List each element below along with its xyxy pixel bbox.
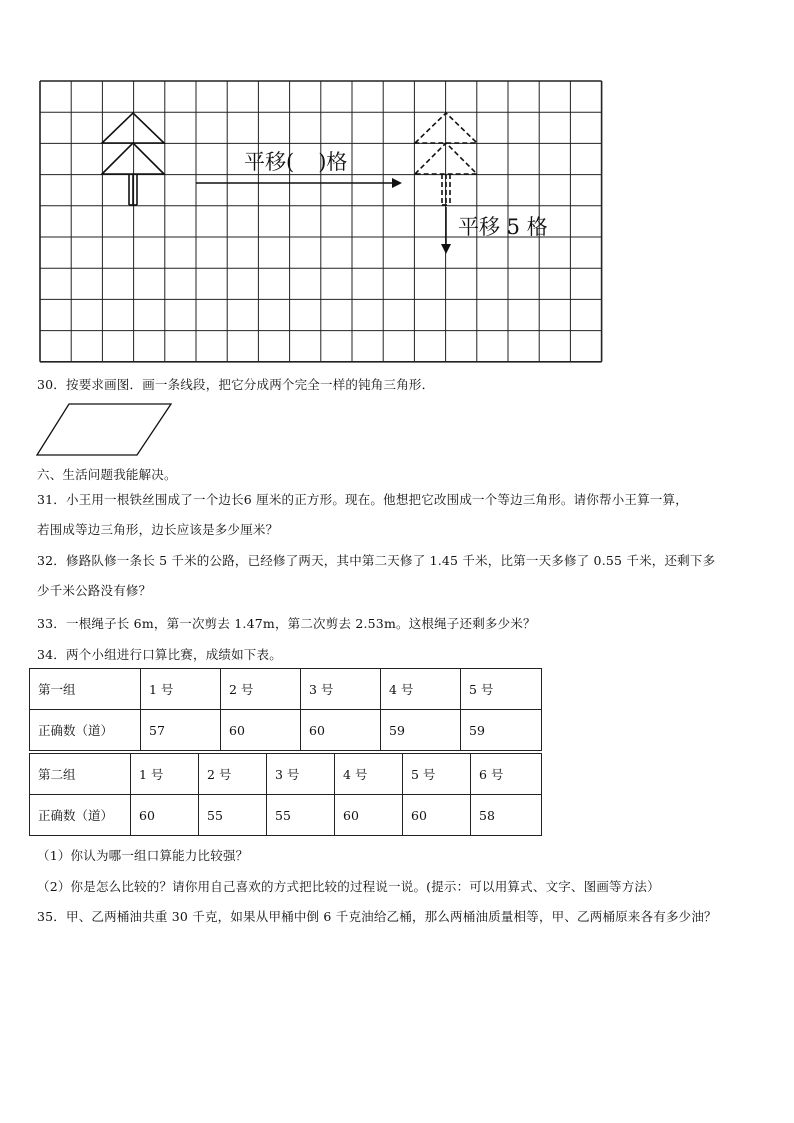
- question-35: 35．甲、乙两桶油共重 30 千克，如果从甲桶中倒 6 千克油给乙桶，那么两桶油质量相等，甲、乙两桶原来各有多少油？: [37, 909, 717, 924]
- vertical-arrow: [441, 207, 451, 254]
- table-cell: 1 号: [131, 754, 199, 795]
- table-cell: 第一组: [30, 669, 141, 710]
- label-suffix: )格: [318, 150, 348, 174]
- table-row: [30, 669, 542, 710]
- table-cell: 60: [403, 795, 471, 836]
- table-row: [30, 710, 542, 751]
- table-cell: 第二组: [30, 754, 131, 795]
- table-cell: 58: [471, 795, 542, 836]
- question-31-line1: 31．小王用一根铁丝围成了一个边长6 厘米的正方形。现在。他想把它改围成一个等边三角形。请你帮小王算一算，: [37, 492, 688, 507]
- table-row: [30, 795, 542, 836]
- table-cell: 60: [131, 795, 199, 836]
- score-table-group1: [29, 668, 542, 751]
- parallelogram-figure: [35, 400, 175, 460]
- translation-grid-figure: [0, 0, 794, 380]
- table-cell: 2 号: [221, 669, 301, 710]
- table-cell: 55: [267, 795, 335, 836]
- table-cell: 正确数（道）: [30, 795, 131, 836]
- score-table-group2: [29, 753, 542, 836]
- table-cell: 55: [199, 795, 267, 836]
- vertical-translate-label: 平移 5 格: [458, 215, 548, 239]
- question-34: 34．两个小组进行口算比赛，成绩如下表。: [37, 647, 282, 662]
- table-cell: 57: [141, 710, 221, 751]
- table-cell: 5 号: [461, 669, 542, 710]
- table-cell: 1 号: [141, 669, 221, 710]
- question-33: 33．一根绳子长 6m，第一次剪去 1.47m，第二次剪去 2.53m。这根绳子还剩多少米？: [37, 616, 536, 631]
- table-cell: 60: [335, 795, 403, 836]
- table-cell: 正确数（道）: [30, 710, 141, 751]
- question-34-sub2: （2）你是怎么比较的？请你用自己喜欢的方式把比较的过程说一说。(提示：可以用算式、文字、图画等方法）: [37, 879, 660, 894]
- table-cell: 4 号: [381, 669, 461, 710]
- question-31-line2: 若围成等边三角形，边长应该是多少厘米？: [37, 522, 279, 537]
- table-cell: 60: [301, 710, 381, 751]
- label-prefix: 平移(: [244, 150, 295, 174]
- table-cell: 60: [221, 710, 301, 751]
- section-6-heading: 六、生活问题我能解决。: [37, 467, 177, 482]
- horizontal-translate-label: [244, 146, 347, 176]
- table-cell: 3 号: [267, 754, 335, 795]
- table-cell: 3 号: [301, 669, 381, 710]
- question-32-line2: 少千米公路没有修？: [37, 583, 152, 598]
- table-row: [30, 754, 542, 795]
- table-cell: 59: [461, 710, 542, 751]
- table-cell: 6 号: [471, 754, 542, 795]
- original-tree: [102, 113, 164, 205]
- question-32-line1: 32．修路队修一条长 5 千米的公路，已经修了两天，其中第二天修了 1.45 千米，比第一天多修了 0.55 千米，还剩下多: [37, 553, 716, 568]
- question-30: 30．按要求画图．画一条线段，把它分成两个完全一样的钝角三角形．: [37, 377, 435, 392]
- question-34-sub1: （1）你认为哪一组口算能力比较强？: [37, 848, 249, 863]
- table-cell: 5 号: [403, 754, 471, 795]
- table-cell: 59: [381, 710, 461, 751]
- table-cell: 2 号: [199, 754, 267, 795]
- table-cell: 4 号: [335, 754, 403, 795]
